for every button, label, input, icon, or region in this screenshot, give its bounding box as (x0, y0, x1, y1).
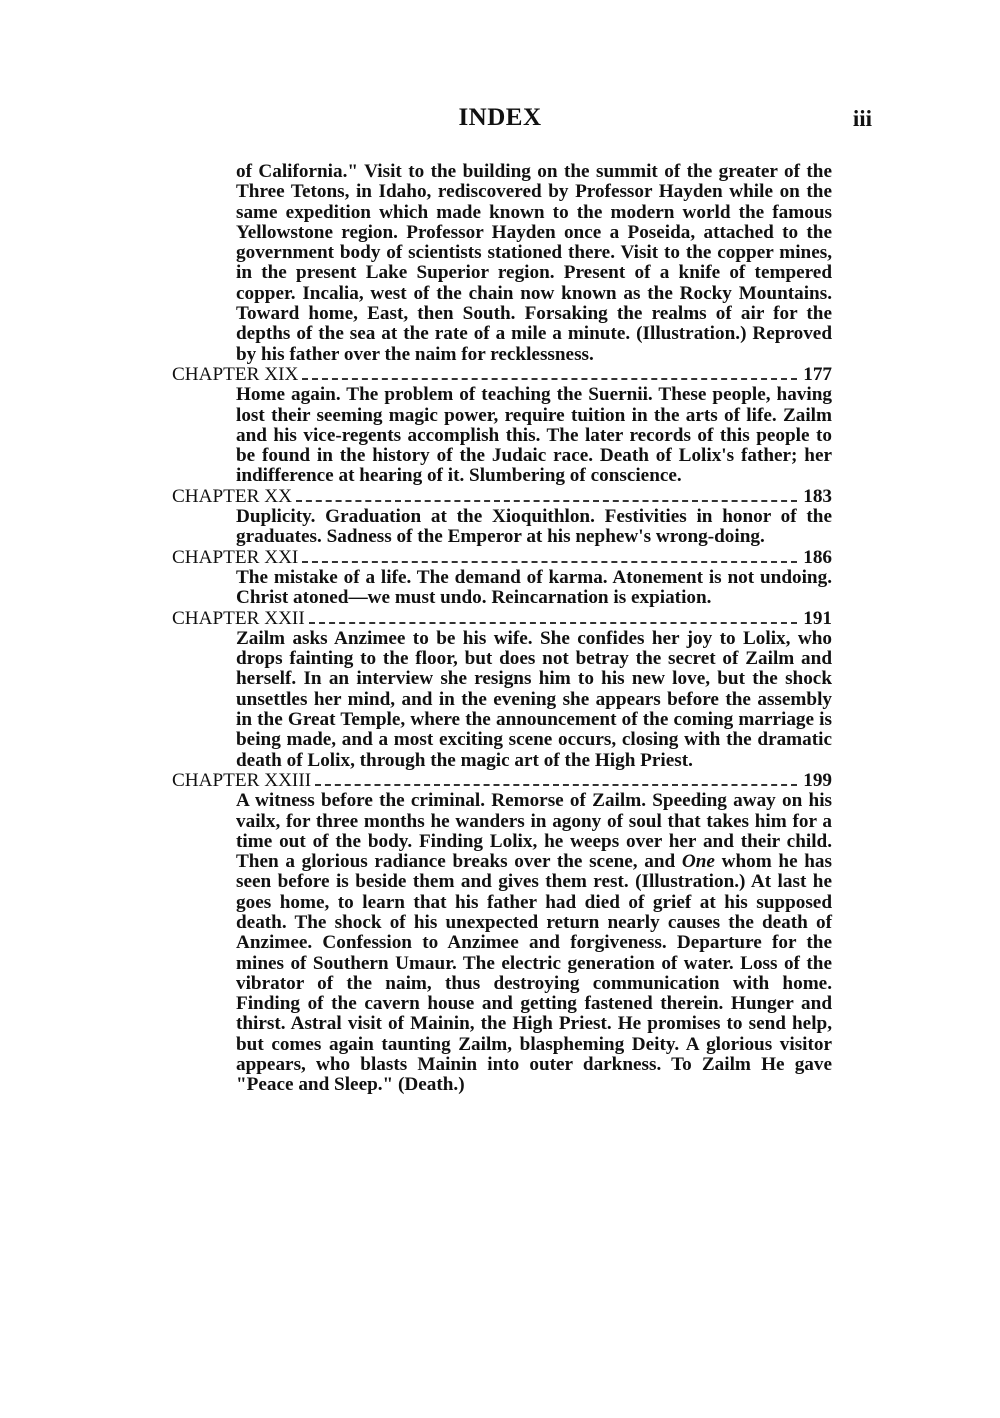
chapter-summary: The mistake of a life. The demand of karma. Atonement is not undoing. Christ atoned—we must undo. Reincarnation is expiation. (236, 566, 832, 609)
chapter-summary (236, 791, 832, 1095)
dot-leader (315, 784, 797, 786)
page-title: INDEX (458, 104, 542, 131)
dot-leader (296, 500, 797, 502)
chapter-heading (172, 487, 832, 507)
chapter-heading (172, 771, 832, 791)
intro-paragraph: of California." Visit to the building on the summit of the greater of the Three Tetons, in Idaho, rediscovered by Professor Hayden while on the same expedition which made known to the modern world the famous Yellowstone region. Professor Hayden once a Poseida, attached to the government body of scientists stationed there. Visit to the copper mines, in the present Lake Superior region. Present of a knife of tempered copper. Incalia, west of the chain now known as the Rocky Mountains. Toward home, East, then South. Forsaking the realms of air for the depths of the sea at the rate of a mile a minute. (Illustration.) Reproved by his father over the naim for recklessness. (236, 161, 832, 365)
chapter-summary: Duplicity. Graduation at the Xioquithlon. Festivities in honor of the graduates. Sadness of the Emperor at his nephew's wrong-doing. (236, 506, 832, 548)
summary-text: A witness before the criminal. Remorse of Zailm. Speeding away on his vailx, for three months he wanders in agony of soul that takes him for a time out of the body. Finding Lolix, he weeps over her and their child. Then a glorious radiance breaks over the scene, and (236, 790, 832, 873)
dot-leader (302, 561, 797, 563)
chapter-page-number: 191 (803, 607, 832, 629)
chapter-page-number: 177 (803, 363, 832, 385)
chapter-heading (172, 365, 832, 385)
page-number: iii (852, 106, 872, 131)
summary-italic-text: One (681, 851, 715, 873)
dot-leader (309, 622, 798, 624)
chapter-page-number: 186 (803, 546, 832, 568)
chapter-title: CHAPTER XXIII (172, 769, 312, 791)
chapter-page-number: 183 (803, 485, 832, 507)
chapter-title: CHAPTER XX (172, 485, 292, 507)
chapter-heading (172, 548, 832, 568)
chapter-summary: Home again. The problem of teaching the Suernii. These people, having lost their seeming magic power, require tuition in the arts of life. Zailm and his vice-regents accomplish this. The later records of this people to be found in the history of the Judaic race. Death of Lolix's father; her indifference at hearing of it. Slumbering of conscience. (236, 384, 832, 487)
chapter-page-number: 199 (803, 769, 832, 791)
dot-leader (302, 378, 797, 380)
chapter-summary: Zailm asks Anzimee to be his wife. She confides her joy to Lolix, who drops fainting to the floor, but does not betray the secret of Zailm and herself. In an interview she resigns him to his new love, but the shock unsettles her mind, and in the evening she appears before the assembly in the Great Temple, where the announcement of the coming marriage is being made, and a most exciting scene occurs, closing with the dramatic death of Lolix, through the magic art of the High Priest. (236, 627, 832, 771)
index-content (172, 162, 832, 1096)
summary-text: whom he has seen before is beside them and gives them rest. (Illustration.) At last he goes home, to learn that his father had died of grief at his supposed death. The shock of his unexpected return nearly causes the death of Anzimee. Confession to Anzimee and forgiveness. Departure for the mines of Southern Umaur. The electric generation of water. Loss of the vibrator of the naim, thus destroying communication with home. Finding of the cavern house and getting fastened therein. Hunger and thirst. Astral visit of Mainin, the High Priest. He promises to send help, but comes again taunting Zailm, blaspheming Deity. A glorious visitor appears, who blasts Mainin into outer darkness. To Zailm He gave "Peace and Sleep." (Death.) (236, 851, 832, 1096)
chapter-title: CHAPTER XXII (172, 607, 305, 629)
chapter-title: CHAPTER XIX (172, 363, 299, 385)
chapter-title: CHAPTER XXI (172, 546, 299, 568)
chapter-heading (172, 609, 832, 629)
